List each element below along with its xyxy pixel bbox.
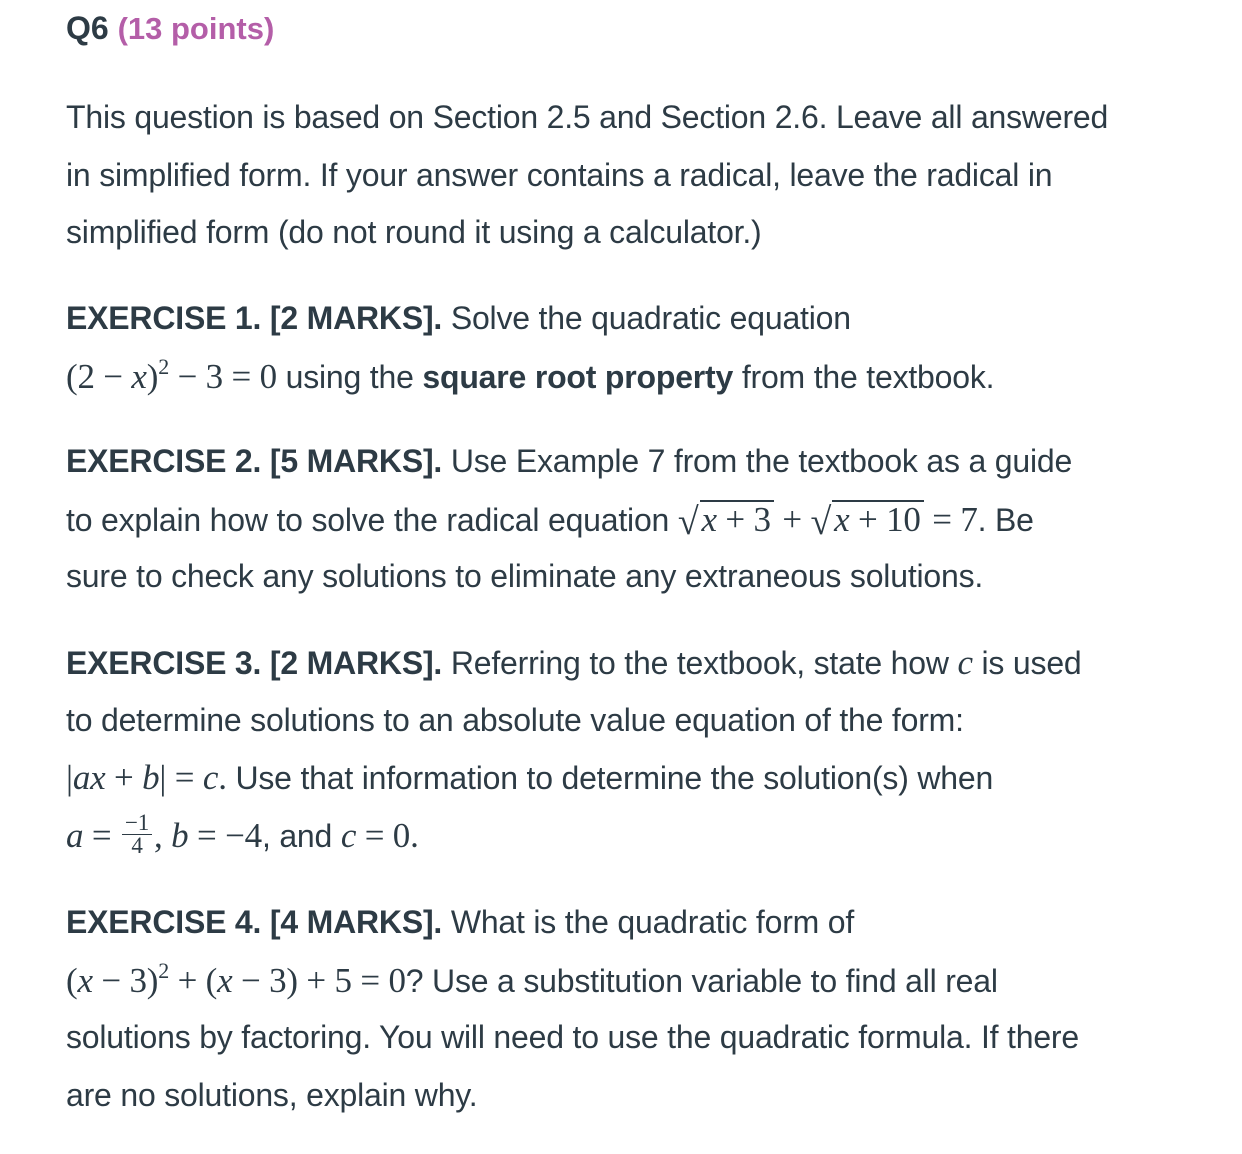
intro-line: simplified form (do not round it using a calculator.) <box>66 214 762 250</box>
exercise-3-line <box>66 749 1082 807</box>
radicand-rest: + 10 <box>849 499 921 539</box>
exercise-4 <box>66 894 1079 1124</box>
variable-c: c <box>202 758 219 797</box>
exercise-1-text: Solve the quadratic equation <box>442 300 851 336</box>
exercise-3-line <box>66 634 1082 692</box>
exercise-3-text: Use that information to determine the solution(s) when <box>226 760 994 796</box>
radical-2 <box>810 500 923 542</box>
variable-a: a <box>66 815 84 855</box>
variable-b: b <box>171 815 189 855</box>
radical-1 <box>678 500 774 542</box>
exercise-1 <box>66 290 994 405</box>
exercise-4-line: are no solutions, explain why. <box>66 1076 478 1113</box>
variable-x: x <box>77 960 93 1000</box>
variable-x: x <box>217 960 233 1000</box>
exercise-3-text: is used <box>972 645 1082 681</box>
exercise-3 <box>66 634 1082 864</box>
variable-x: x <box>131 356 147 396</box>
exponent: 2 <box>158 957 170 983</box>
exercise-4-label: EXERCISE 4. [4 MARKS]. <box>66 904 443 940</box>
exercise-2-text: . Be <box>977 501 1034 538</box>
fraction-denominator: 4 <box>131 832 143 858</box>
question-points: (13 points) <box>117 11 275 46</box>
exercise-4-line: solutions by factoring. You will need to use the quadratic formula. If there <box>66 1019 1079 1055</box>
radical-sign-icon: √ <box>810 500 832 543</box>
abs-bar: | <box>66 758 73 797</box>
exercise-2-label: EXERCISE 2. [5 MARKS]. <box>66 443 443 479</box>
exercise-3-label: EXERCISE 3. [2 MARKS]. <box>66 645 443 681</box>
exercise-3-text: Referring to the textbook, state how <box>442 645 958 681</box>
equation-part: − 3 = 0 <box>169 356 277 396</box>
equation-part: . <box>218 758 227 797</box>
variable-x: x <box>834 499 850 539</box>
exercise-2 <box>66 433 1072 606</box>
bold-term: square root property <box>422 358 734 395</box>
equation-part: + <box>773 499 811 539</box>
exercise-4-text: What is the quadratic form of <box>442 904 855 940</box>
exercise-4-line <box>66 952 1079 1010</box>
exercise-2-text: to explain how to solve the radical equation <box>66 501 678 538</box>
question-header <box>66 8 274 49</box>
intro-line: This question is based on Section 2.5 and Section 2.6. Leave all answered <box>66 99 1109 135</box>
exercise-1-line <box>66 348 994 406</box>
variable-x: x <box>701 499 717 539</box>
exercise-1-label: EXERCISE 1. [2 MARKS]. <box>66 300 443 336</box>
equation-part: − 3) <box>92 960 159 1000</box>
equation-part: = <box>166 758 203 797</box>
exercise-4-line <box>66 894 1079 952</box>
intro-line: in simplified form. If your answer contains a radical, leave the radical in <box>66 156 1053 193</box>
equation-part: = <box>83 815 120 855</box>
radicand <box>700 500 774 538</box>
equation-part: = −4 <box>188 815 262 855</box>
equation-part: = 7 <box>923 499 978 539</box>
exponent: 2 <box>158 353 170 379</box>
exercise-3-line: to determine solutions to an absolute value equation of the form: <box>66 701 964 738</box>
variable-b: b <box>142 758 160 797</box>
equation-part: = 0 <box>356 815 411 855</box>
exercise-2-text: Use Example 7 from the textbook as a guide <box>442 443 1073 479</box>
fraction-numerator: −1 <box>122 812 152 835</box>
equation-part: . <box>410 815 419 855</box>
equation-part: − 3) + 5 = 0 <box>232 960 406 1000</box>
variable-c: c <box>340 815 357 855</box>
equation-part: ) <box>146 356 159 396</box>
intro-paragraph <box>66 89 1108 262</box>
variable-ax: ax <box>72 758 106 797</box>
question-number: Q6 <box>66 10 109 46</box>
equation-part: ( <box>66 960 78 1000</box>
exercise-3-line <box>66 807 1082 865</box>
exercise-4-text: ? Use a substitution variable to find all real <box>405 962 998 999</box>
exercise-2-line <box>66 491 1072 549</box>
exercise-2-line <box>66 433 1072 491</box>
exercise-3-text: , and <box>261 817 341 854</box>
equation-part: + ( <box>169 960 218 1000</box>
equation-part: , <box>154 815 172 855</box>
radical-sign-icon: √ <box>677 500 699 543</box>
exercise-2-line: sure to check any solutions to eliminate any extraneous solutions. <box>66 558 984 594</box>
radicand <box>832 500 924 538</box>
abs-bar: | <box>159 758 167 797</box>
exercise-1-line <box>66 290 994 348</box>
exercise-1-text: using the <box>276 358 423 395</box>
equation-part: + <box>105 758 143 797</box>
variable-c: c <box>957 643 973 682</box>
radicand-rest: + 3 <box>716 499 771 539</box>
equation-part: (2 − <box>66 356 132 396</box>
exercise-1-text: from the textbook. <box>733 358 995 395</box>
fraction <box>122 809 152 858</box>
